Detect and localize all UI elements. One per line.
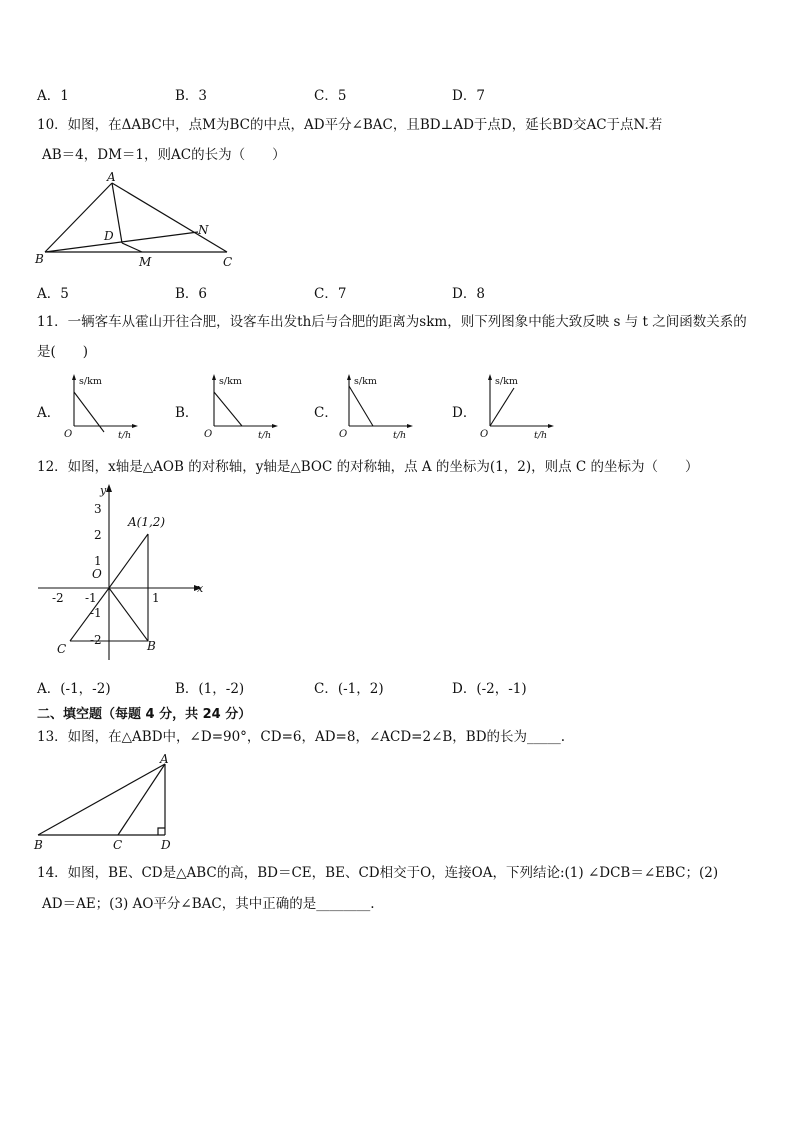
q10-option-c: C．7 bbox=[314, 286, 347, 302]
q11-option-d: D． bbox=[452, 405, 477, 421]
q10-label-d: D bbox=[104, 229, 114, 243]
q12-text-line1: 12．如图，x轴是△AOB 的对称轴，y轴是△BOC 的对称轴，点 A 的坐标为(1，2)，则点 C 的坐标为（ ） bbox=[37, 459, 699, 475]
q11-graph-c bbox=[335, 372, 419, 442]
q12-point-c-label: C bbox=[57, 642, 67, 656]
q13-label-a: A bbox=[160, 752, 169, 766]
q11c-x-label: t/h bbox=[393, 430, 407, 441]
q9-option-a: A．1 bbox=[37, 88, 69, 104]
q12-coordinate-figure bbox=[30, 482, 220, 667]
q9-option-b: B．3 bbox=[175, 88, 208, 104]
q12-option-d: D．(-2，-1) bbox=[452, 681, 527, 697]
q11a-x-label: t/h bbox=[118, 430, 132, 441]
q11b-x-label: t/h bbox=[258, 430, 272, 441]
q11-option-a: A． bbox=[37, 405, 61, 421]
q11c-origin: O bbox=[339, 429, 348, 440]
q11-graph-b bbox=[200, 372, 284, 442]
q10-label-a: A bbox=[107, 170, 116, 184]
q11-option-b: B． bbox=[175, 405, 199, 421]
q11-option-c: C． bbox=[314, 405, 338, 421]
q12-xtick-neg1: -1 bbox=[85, 591, 97, 605]
q11-graph-a bbox=[60, 372, 144, 442]
q10-label-n: N bbox=[198, 223, 209, 237]
q13-triangle-figure bbox=[30, 752, 180, 854]
q10-text-line1: 10．如图，在ΔABC中，点M为BC的中点，AD平分∠BAC，且BD⊥AD于点D，延长BD交AC于点N.若 bbox=[37, 117, 663, 133]
q12-ytick-neg1: -1 bbox=[90, 606, 102, 620]
q12-option-c: C．(-1，2) bbox=[314, 681, 384, 697]
q10-triangle-figure bbox=[30, 170, 260, 270]
q12-ytick-1: 1 bbox=[94, 554, 102, 568]
q11a-y-label: s/km bbox=[79, 376, 102, 387]
q11-graph-d bbox=[476, 372, 560, 442]
q9-option-d: D．7 bbox=[452, 88, 485, 104]
q11c-y-label: s/km bbox=[354, 376, 377, 387]
q10-option-d: D．8 bbox=[452, 286, 485, 302]
q11a-origin: O bbox=[64, 429, 73, 440]
q13-label-c: C bbox=[113, 838, 123, 852]
q10-option-a: A．5 bbox=[37, 286, 69, 302]
q10-label-c: C bbox=[223, 255, 233, 269]
q12-y-axis-label: y bbox=[100, 484, 107, 497]
q13-label-d: D bbox=[161, 838, 171, 852]
q12-ytick-2: 2 bbox=[94, 528, 102, 542]
q10-label-m: M bbox=[139, 255, 152, 269]
q10-option-b: B．6 bbox=[175, 286, 208, 302]
q12-x-axis-label: x bbox=[197, 582, 204, 595]
q11-text-line1: 11．一辆客车从霍山开往合肥，设客车出发th后与合肥的距离为skm，则下列图象中能大致反映 s 与 t 之间函数关系的 bbox=[37, 314, 747, 330]
section-heading-fill-in: 二、填空题（每题 4 分，共 24 分） bbox=[37, 707, 252, 722]
q14-text-line2: AD＝AE；(3) AO平分∠BAC，其中正确的是________. bbox=[42, 896, 375, 912]
q11-text-line2: 是( ) bbox=[37, 344, 89, 360]
q10-label-b: B bbox=[35, 252, 44, 266]
q12-xtick-1: 1 bbox=[152, 591, 160, 605]
q11d-y-label: s/km bbox=[495, 376, 518, 387]
q12-option-b: B．(1，-2) bbox=[175, 681, 245, 697]
q11d-x-label: t/h bbox=[534, 430, 548, 441]
q11b-y-label: s/km bbox=[219, 376, 242, 387]
q13-text: 13．如图，在△ABD中，∠D=90°，CD=6，AD=8，∠ACD=2∠B，BD的长为_____. bbox=[37, 729, 566, 745]
q12-option-a: A．(-1，-2) bbox=[37, 681, 111, 697]
q12-xtick-neg2: -2 bbox=[52, 591, 64, 605]
q14-text-line1: 14．如图，BE、CD是△ABC的高，BD＝CE，BE、CD相交于O，连接OA，下列结论:(1) ∠DCB＝∠EBC；(2) bbox=[37, 865, 719, 881]
q12-ytick-neg2: -2 bbox=[90, 633, 102, 647]
q12-point-a-label: A(1,2) bbox=[128, 515, 166, 529]
q12-origin-label: O bbox=[92, 567, 102, 581]
q9-option-c: C．5 bbox=[314, 88, 347, 104]
q11b-origin: O bbox=[204, 429, 213, 440]
q12-point-b-label: B bbox=[147, 639, 156, 653]
q12-ytick-3: 3 bbox=[94, 502, 102, 516]
q11d-origin: O bbox=[480, 429, 489, 440]
q10-text-line2: AB＝4，DM＝1，则AC的长为（ ） bbox=[42, 147, 286, 163]
q13-label-b: B bbox=[34, 838, 43, 852]
